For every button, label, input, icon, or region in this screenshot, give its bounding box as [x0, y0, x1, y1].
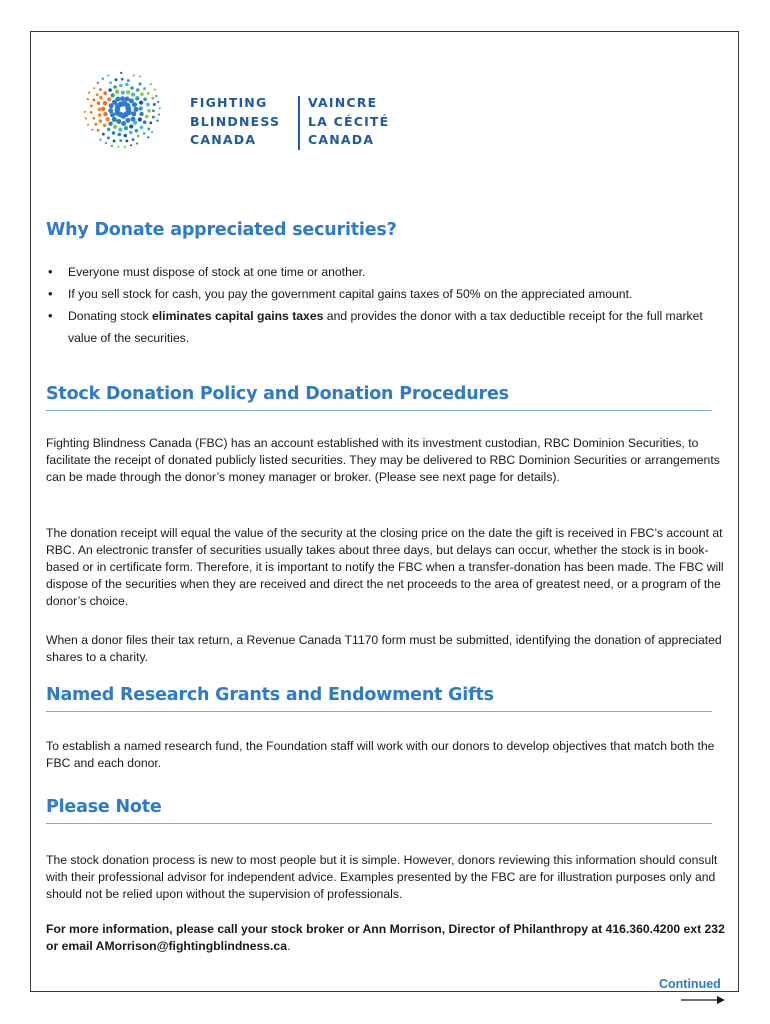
logo-dot	[119, 139, 122, 142]
logo-dot	[119, 84, 123, 88]
logo-dot	[111, 145, 113, 147]
logo-dot	[135, 96, 139, 100]
contact-info: For more information, please call your stock broker or Ann Morrison, Director of Philanthropy at 416.360.4200 ext 232 or email AMorrison@fightingblindness.ca	[46, 922, 725, 953]
bullet-text: and provides the donor with a tax deductible receipt for the full market value of the securities.	[68, 309, 703, 345]
logo-dot	[134, 107, 139, 112]
logo-dot	[117, 146, 119, 148]
logo-dot	[147, 136, 149, 138]
logo-dot	[124, 134, 128, 138]
logo-dot	[105, 117, 109, 121]
logo-dot	[116, 119, 121, 124]
logo-dot	[152, 109, 155, 112]
logo-dot	[132, 138, 135, 141]
logo-dot	[125, 97, 130, 102]
logo-dot	[125, 106, 131, 112]
logo-dot	[152, 116, 155, 119]
bullet-emphasis: eliminates capital gains taxes	[152, 309, 324, 323]
policy-paragraph: Fighting Blindness Canada (FBC) has an account established with its investment custodian, RBC Dominion Securities, to facilitate the receipt of donated publicly listed securities. They may be delivered to RBC Dominion Securities or arrangements can be made through the donor’s money manager or broker. (Please see next page for details).	[46, 436, 720, 484]
contact-tail: .	[287, 939, 291, 953]
logo-dot	[118, 127, 122, 131]
logo-dot	[98, 108, 102, 112]
logo-dot	[85, 117, 87, 119]
why-donate-list	[46, 261, 726, 349]
logo-dot	[147, 92, 150, 95]
logo-dot	[92, 117, 95, 120]
logo-dot	[147, 109, 151, 113]
fbc-logo	[82, 70, 412, 150]
heading-underline	[46, 410, 712, 411]
why-donate-heading: Why Donate appreciated securities?	[46, 220, 397, 240]
logo-dot	[126, 90, 130, 94]
note-heading: Please Note	[46, 797, 162, 817]
logo-dot	[139, 106, 143, 110]
logo-dot	[139, 75, 141, 77]
logo-dot	[143, 97, 147, 101]
logo-dot	[159, 107, 161, 109]
logo-dot-burst-icon	[82, 70, 164, 150]
logo-dot	[158, 113, 160, 115]
logo-dot	[121, 78, 124, 81]
logo-dot	[157, 101, 159, 103]
logo-dot	[102, 133, 105, 136]
page-border	[30, 31, 739, 992]
logo-dot	[115, 78, 118, 81]
logo-dot	[97, 129, 100, 132]
list-item: • Everyone must dispose of stock at one time or another.	[46, 261, 726, 283]
policy-paragraph: When a donor files their tax return, a Revenue Canada T1170 form must be submitted, identifying the donation of appreciated shares to a charity.	[46, 633, 722, 664]
logo-dot	[124, 126, 128, 130]
logo-dot	[145, 115, 149, 119]
contact-paragraph	[46, 921, 726, 955]
note-paragraph: The stock donation process is new to most people but it is simple. However, donors reviewing this information should consult with their professional advisor for independent advice. Examples presented by the FBC are for illustration purposes only and should not be relied upon without the supervision of professionals.	[46, 853, 718, 901]
logo-dot	[98, 113, 102, 117]
logo-dot	[156, 120, 158, 122]
logo-dot	[151, 97, 154, 100]
logo-dot	[143, 120, 147, 124]
grants-heading: Named Research Grants and Endowment Gifts	[46, 685, 494, 705]
logo-dot	[131, 92, 135, 96]
logo-dot	[127, 79, 130, 82]
logo-dot	[154, 88, 156, 90]
logo-dot	[113, 85, 117, 89]
logo-fr-line: LA CÉCITÉ	[308, 113, 390, 129]
logo-fr-line: VAINCRE	[308, 95, 378, 110]
policy-heading: Stock Donation Policy and Donation Procedures	[46, 384, 509, 404]
logo-dot	[102, 78, 104, 80]
logo-dot	[103, 91, 107, 95]
logo-dot	[143, 87, 146, 90]
logo-dot	[125, 118, 130, 123]
logo-dot	[155, 95, 157, 97]
bullet-text: Donating stock	[68, 309, 153, 323]
logo-dot	[146, 103, 150, 107]
logo-dot	[129, 131, 133, 135]
logo-dot	[111, 93, 115, 97]
logo-dot	[99, 119, 103, 123]
logo-dot	[139, 83, 142, 86]
logo-dot	[87, 124, 89, 126]
logo-dot	[99, 88, 102, 91]
logo-dot	[131, 111, 136, 116]
logo-dot	[108, 88, 112, 92]
logo-dot	[112, 131, 116, 135]
logo-en-line: FIGHTING	[190, 95, 268, 110]
logo-dot	[129, 124, 133, 128]
logo-dot	[94, 123, 97, 126]
logo-dot	[121, 90, 125, 94]
logo-text-french	[308, 94, 389, 150]
logo-dot	[124, 146, 126, 148]
logo-dot	[151, 131, 153, 133]
logo-dot	[90, 111, 93, 114]
logo-dot	[96, 93, 99, 96]
logo-dot	[110, 112, 115, 117]
logo-dot	[109, 81, 112, 84]
logo-dot	[93, 87, 95, 89]
logo-dot	[99, 139, 101, 141]
logo-dot	[120, 72, 122, 74]
logo-dot	[120, 96, 125, 101]
logo-dot	[133, 121, 137, 125]
logo-dot	[135, 129, 139, 133]
logo-dot	[103, 112, 107, 116]
logo-dot	[147, 128, 150, 131]
logo-dot	[105, 142, 107, 144]
logo-dot	[92, 99, 95, 102]
logo-dot	[136, 88, 140, 92]
logo-dot	[125, 139, 128, 142]
logo-dot	[99, 96, 103, 100]
logo-dot	[121, 121, 126, 126]
logo-dot	[107, 136, 110, 139]
right-arrow-icon	[681, 995, 725, 1005]
logo-dot	[91, 129, 93, 131]
logo-dot	[133, 74, 135, 76]
logo-dot	[139, 112, 143, 116]
policy-paragraph: The donation receipt will equal the value of the security at the closing price on the date the gift is received in FBC’s account at RBC. An electronic transfer of securities usually takes about three days, but delays can occur, whether the stock is in book-based or in certificate form. Therefore, it is important to notify the FBC when a transfer-donation has been made. The FBC will dispose of the securities when they are received and direct the net proceeds to the area of greatest need, or a program of the donor’s choice.	[46, 526, 724, 608]
logo-dot	[108, 122, 112, 126]
logo-dot	[103, 124, 107, 128]
logo-dot	[130, 144, 132, 146]
logo-dot	[112, 117, 117, 122]
logo-text-english	[190, 94, 280, 150]
logo-dot	[136, 142, 138, 144]
logo-dot	[139, 100, 143, 104]
logo-dot	[101, 107, 105, 111]
logo-dot	[84, 111, 86, 113]
logo-dot	[138, 117, 142, 121]
logo-dot	[97, 101, 101, 105]
logo-dot	[132, 102, 137, 107]
logo-dot	[137, 134, 140, 137]
logo-dot	[140, 126, 144, 130]
logo-dot	[149, 121, 152, 124]
logo-fr-line: CANADA	[308, 132, 375, 147]
logo-dot	[107, 97, 111, 101]
logo-en-line: BLINDNESS	[190, 113, 281, 129]
continued-link[interactable]: Continued	[659, 977, 721, 991]
grants-paragraph: To establish a named research fund, the Foundation staff will work with our donors to develop objectives that match both the FBC and each donor.	[46, 739, 715, 770]
list-item: • If you sell stock for cash, you pay the government capital gains taxes of 50% on the appreciated amount.	[46, 283, 726, 305]
logo-dot	[115, 97, 120, 102]
heading-underline	[46, 711, 712, 712]
logo-dot	[118, 133, 122, 137]
logo-dot	[153, 103, 156, 106]
logo-dot	[88, 92, 90, 94]
logo-dot	[140, 92, 144, 96]
logo-dot	[125, 83, 129, 87]
logo-dot	[90, 105, 93, 108]
logo-dot	[115, 90, 119, 94]
logo-dot	[107, 74, 109, 76]
logo-dot	[113, 140, 116, 143]
logo-divider	[298, 96, 300, 150]
logo-dot	[87, 98, 89, 100]
logo-dot	[97, 82, 99, 84]
logo-dot	[130, 86, 134, 90]
logo-en-line: CANADA	[190, 132, 257, 147]
logo-dot	[150, 83, 152, 85]
logo-dot	[108, 108, 113, 113]
heading-underline	[46, 823, 712, 824]
list-item	[46, 305, 726, 349]
logo-dot	[113, 125, 117, 129]
logo-dot	[103, 101, 107, 105]
logo-dot	[107, 128, 111, 132]
logo-dot	[143, 132, 146, 135]
